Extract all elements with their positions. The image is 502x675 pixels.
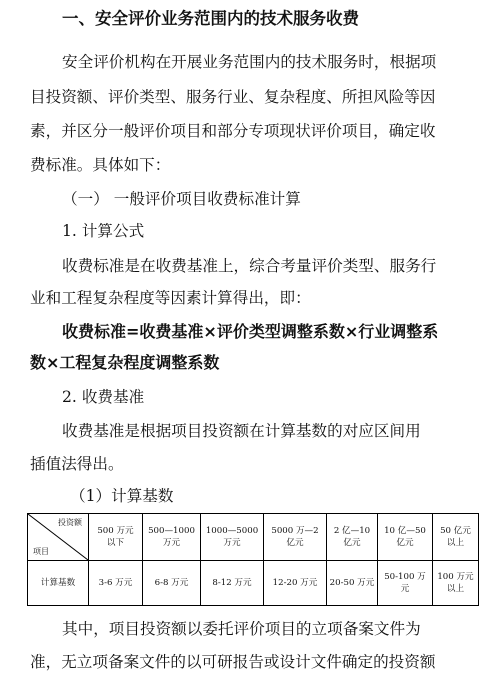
- table-header-cell: 50 亿元 以上: [433, 514, 479, 561]
- paragraph-line: 目投资额、评价类型、服务行业、复杂程度、所担风险等因: [30, 88, 436, 106]
- item-heading: 2. 收费基准: [62, 388, 145, 406]
- table-header-cell: 1000—5000 万元: [201, 514, 264, 561]
- paragraph-line: 收费标准是在收费基准上，综合考量评价类型、服务行: [62, 257, 437, 275]
- calculation-base-table: [27, 513, 479, 606]
- paragraph-line: 插值法得出。: [30, 455, 124, 473]
- paragraph-line: 素，并区分一般评价项目和部分专项现状评价项目，确定收: [30, 122, 436, 140]
- paragraph-line: 费标准。具体如下：: [30, 156, 171, 174]
- paragraph-line: 其中，项目投资额以委托评价项目的立项备案文件为: [62, 620, 421, 638]
- table-cell: 20-50 万元: [327, 561, 378, 606]
- table-row-label: 计算基数: [28, 561, 89, 606]
- table-cell: 100 万元以上: [433, 561, 479, 606]
- formula-line: 数×工程复杂程度调整系数: [30, 353, 220, 372]
- corner-label-project: 项目: [33, 547, 49, 556]
- item-heading: 1. 计算公式: [62, 222, 145, 240]
- corner-label-investment: 投资额: [58, 518, 82, 527]
- table-header-cell: 500 万元 以下: [89, 514, 143, 561]
- paragraph-line: 业和工程复杂程度等因素计算得出，即：: [30, 289, 311, 307]
- table-cell: 6-8 万元: [143, 561, 201, 606]
- subsection-heading: （1）计算基数: [70, 487, 174, 505]
- table-header-cell: 2 亿—10 亿元: [327, 514, 378, 561]
- table-header-row: [28, 514, 479, 561]
- table-header-cell: 500—1000 万元: [143, 514, 201, 561]
- table-cell: 12-20 万元: [264, 561, 327, 606]
- formula-line: 收费标准=收费基准×评价类型调整系数×行业调整系: [62, 322, 439, 341]
- subsection-heading: （一） 一般评价项目收费标准计算: [62, 190, 301, 208]
- table-header-cell: 5000 万—2 亿元: [264, 514, 327, 561]
- paragraph-line: 收费基准是根据项目投资额在计算基数的对应区间用: [62, 422, 421, 440]
- table-cell: 50-100 万元: [378, 561, 433, 606]
- paragraph-line: 准，无立项备案文件的以可研报告或设计文件确定的投资额: [30, 653, 436, 671]
- table-cell: 3-6 万元: [89, 561, 143, 606]
- table-row: [28, 561, 479, 606]
- table-header-cell: 10 亿—50 亿元: [378, 514, 433, 561]
- paragraph-line: 安全评价机构在开展业务范围内的技术服务时，根据项: [62, 53, 437, 71]
- table-cell: 8-12 万元: [201, 561, 264, 606]
- table-corner-cell: [28, 514, 89, 561]
- section-heading: 一、安全评价业务范围内的技术服务收费: [62, 9, 359, 28]
